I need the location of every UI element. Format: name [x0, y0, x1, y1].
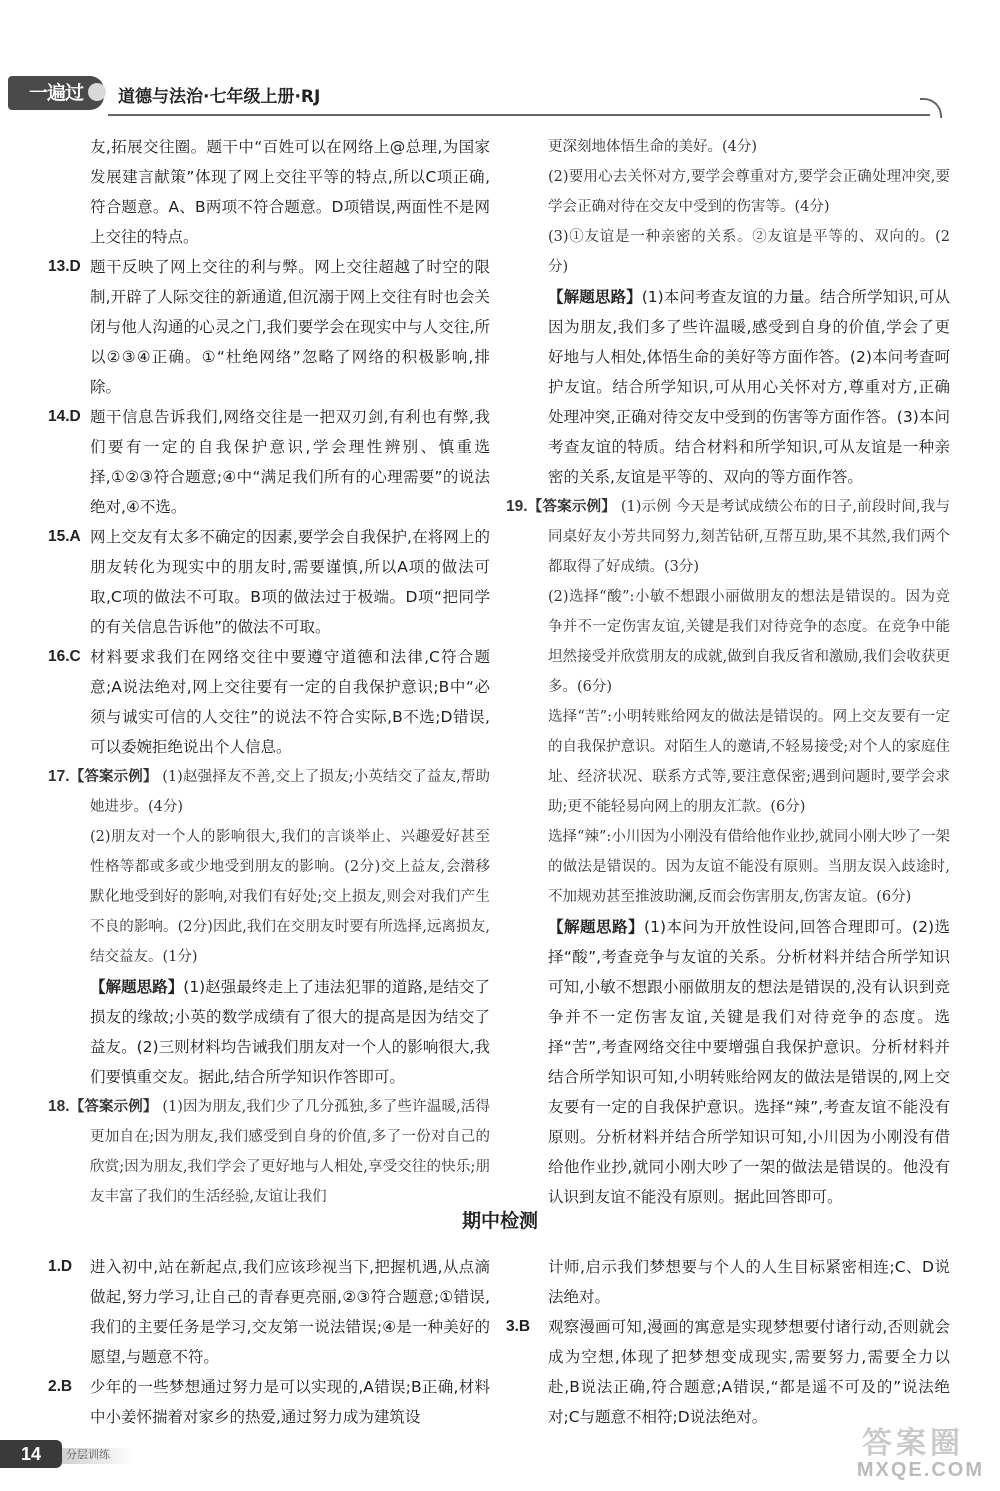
watermark-site: MXQE.COM [856, 1459, 984, 1481]
question-number: 19. [506, 498, 528, 515]
right-column [506, 132, 950, 1212]
bottom-right-column [506, 1252, 950, 1432]
answer-2-continued: 计师,启示我们梦想要与个人的人生目标紧密相连;C、D说法绝对。 [548, 1258, 950, 1306]
question-number: 13.D [48, 258, 81, 275]
question-number: 16.C [48, 648, 81, 665]
answer-13: 13.D 题干反映了网上交往的利与弊。网上交往超越了时空的限制,开辟了人际交往的新通道,但沉溺于网上交往有时也会关闭与他人沟通的心灵之门,我们要学会在现实中与人交往,所以②③④正确。①“杜绝网络”忽略了网络的积极影响,排除。 [48, 252, 490, 402]
question-number: 18. [48, 1098, 70, 1115]
question-number: 14.D [48, 408, 81, 425]
answer-17: 17.【答案示例】 (1)赵强择友不善,交上了损友;小英结交了益友,帮助她进步。(4分) (2)朋友对一个人的影响很大,我们的言谈举止、兴趣爱好甚至性格等都或多或少地受到朋友的影响。(2分)交上益友,会潜移默化地受到好的影响,对我们有好处;交上损友,则会对我们产生不良的影响。(2分)因此,我们在交朋友时要有所选择,远离损友,结交益友。(1分) 【解题思路】(1)赵强最终走上了违法犯罪的道路,是结交了损友的缘故;小英的数学成绩有了很大的提高是因为结交了益友。(2)三则材料均告诫我们朋友对一个人的影响很大,我们要慎重交友。据此,结合所学知识作答即可。 [48, 768, 491, 1086]
answer-continuation: 友,拓展交往圈。题干中“百姓可以在网络上@总理,为国家发展建言献策”体现了网上交往平等的特点,所以C项正确,符合题意。A、B两项不符合题意。D项错误,两面性不是网上交往的特点。 [90, 138, 490, 246]
answer-19: 19.【答案示例】 (1)示例 今天是考试成绩公布的日子,前段时间,我与同桌好友小芳共同努力,刻苦钻研,互帮互助,果不其然,我们两个都取得了好成绩。(3分) (2)选择“酸”:小敏不想跟小丽做朋友的想法是错误的。因为竞争并不一定伤害友谊,关键是我们对待竞争的态度。在竞争中能坦然接受并欣赏朋友的成就,做到自我反省和激励,我们会收获更多。(6分) 选择“苦”:小明转账给网友的做法是错误的。网上交友要有一定的自我保护意识。对陌生人的邀请,不轻易接受;对个人的家庭住址、经济状况、联系方式等,要注意保密;遇到问题时,要学会求助;更不能轻易向网上的朋友汇款。(6分) 选择“辣”:小川因为小刚没有借给他作业抄,就同小刚大吵了一架的做法是错误的。因为友谊不能没有原则。当朋友误入歧途时,不加规劝甚至推波助澜,反而会伤害朋友,伤害友谊。(6分) 【解题思路】(1)本问为开放性设问,回答合理即可。(2)选择“酸”,考查竞争与友谊的关系。分析材料并结合所学知识可知,小敏不想跟小丽做朋友的想法是错误的,没有认识到竞争并不一定伤害友谊,关键是我们对待竞争的态度。选择“苦”,考查网络交往中要增强自我保护意识。分析材料并结合所学知识可知,小明转账给网友的做法是错误的,网上交友要有一定的自我保护意识。选择“辣”,考查友谊不能没有原则。分析材料并结合所学知识可知,小川因为小刚没有借给他作业抄,就同小刚大吵了一架的做法是错误的。他没有认识到友谊不能没有原则。据此回答即可。 [506, 498, 951, 1206]
answer-15: 15.A 网上交友有太多不确定的因素,要学会自我保护,在将网上的朋友转化为现实中的朋友时,需要谨慎,所以A项的做法可取,C项的做法不可取。B项的做法过于极端。D项“把同学的有关信息告诉他”的做法不可取。 [48, 522, 490, 642]
analysis-label: 【解题思路】 [548, 918, 645, 936]
section-title: 期中检测 [461, 1210, 538, 1232]
page-header [0, 62, 1000, 128]
watermark-logo: 答案圈 [862, 1426, 964, 1461]
answer-example-label: 【答案示例】 [527, 499, 617, 515]
question-number: 15.A [48, 528, 81, 545]
answer-2: 2.B 少年的一些梦想通过努力是可以实现的,A错误;B正确,材料中小姜怀揣着对家乡的热爱,通过努力成为建筑设 [48, 1372, 490, 1432]
answer-example-label: 【答案示例】 [69, 1099, 158, 1115]
answer-18: 18.【答案示例】 (1)因为朋友,我们少了几分孤独,多了些许温暖,活得更加自在;因为朋友,我们感受到自身的价值,多了一份对自己的欣赏;因为朋友,我们学会了更好地与人相处,享受交往的快乐;朋友丰富了我们的生活经验,友谊让我们 [48, 1098, 491, 1205]
answer-3: 3.B 观察漫画可知,漫画的寓意是实现梦想要付诸行动,否则就会成为空想,体现了把梦想变成现实,需要努力,需要全力以赴,B说法正确,符合题意;A错误,“都是遥不可及的”说法绝对;C与题意不相符;D说法绝对。 [506, 1312, 950, 1432]
answer-18-continued: 更深刻地体悟生命的美好。(4分) (2)要用心去关怀对方,要学会尊重对方,要学会正确处理冲突,要学会正确对待在交友中受到的伤害等。(4分) (3)①友谊是一种亲密的关系。②友谊是平等的、双向的。(2分) 【解题思路】(1)本问考查友谊的力量。结合所学知识,可从因为朋友,我们多了些许温暖,感受到自身的价值,学会了更好地与人相处,体悟生命的美好等方面作答。(2)本问考查呵护友谊。结合所学知识,可从用心关怀对方,尊重对方,正确处理冲突,正确对待交友中受到的伤害等方面作答。(3)本问考查友谊的特质。结合材料和所学知识,可从友谊是一种亲密的关系,友谊是平等的、双向的等方面作答。 [548, 139, 950, 486]
question-number: 2.B [48, 1378, 73, 1395]
question-number: 3.B [506, 1318, 531, 1335]
book-title: 道德与法治·七年级上册·RJ [118, 87, 321, 107]
left-column [48, 132, 490, 1212]
header-curve-decoration [920, 98, 942, 118]
series-logo: 一遍过 [8, 76, 104, 110]
page-number: 14 [0, 1440, 62, 1468]
analysis-label: 【解题思路】 [90, 978, 184, 996]
answer-16: 16.C 材料要求我们在网络交往中要遵守道德和法律,C符合题意;A说法绝对,网上交往要有一定的自我保护意识;B中“必须与诚实可信的人交往”的说法不符合实际,B不选;D错误,可以委婉拒绝说出个人信息。 [48, 642, 490, 762]
answer-1: 1.D 进入初中,站在新起点,我们应该珍视当下,把握机遇,从点滴做起,努力学习,让自己的青春更亮丽,②③符合题意;①错误,我们的主要任务是学习,交友第一说法错误;④是一种美好的愿望,与题意不符。 [48, 1252, 490, 1372]
bottom-left-column [48, 1252, 490, 1432]
question-number: 17. [48, 768, 70, 785]
header-divider [108, 114, 930, 116]
footer-tag: 分层训练 [66, 1448, 110, 1461]
answer-14: 14.D 题干信息告诉我们,网络交往是一把双刃剑,有利也有弊,我们要有一定的自我保护意识,学会理性辨别、慎重选择,①②③符合题意;④中“满足我们所有的心理需要”的说法绝对,④不选。 [48, 402, 490, 522]
answer-example-label: 【答案示例】 [69, 769, 158, 785]
question-number: 1.D [48, 1258, 73, 1275]
watermark [784, 1418, 984, 1482]
analysis-label: 【解题思路】 [548, 288, 642, 306]
logo-dot-icon [88, 83, 106, 101]
